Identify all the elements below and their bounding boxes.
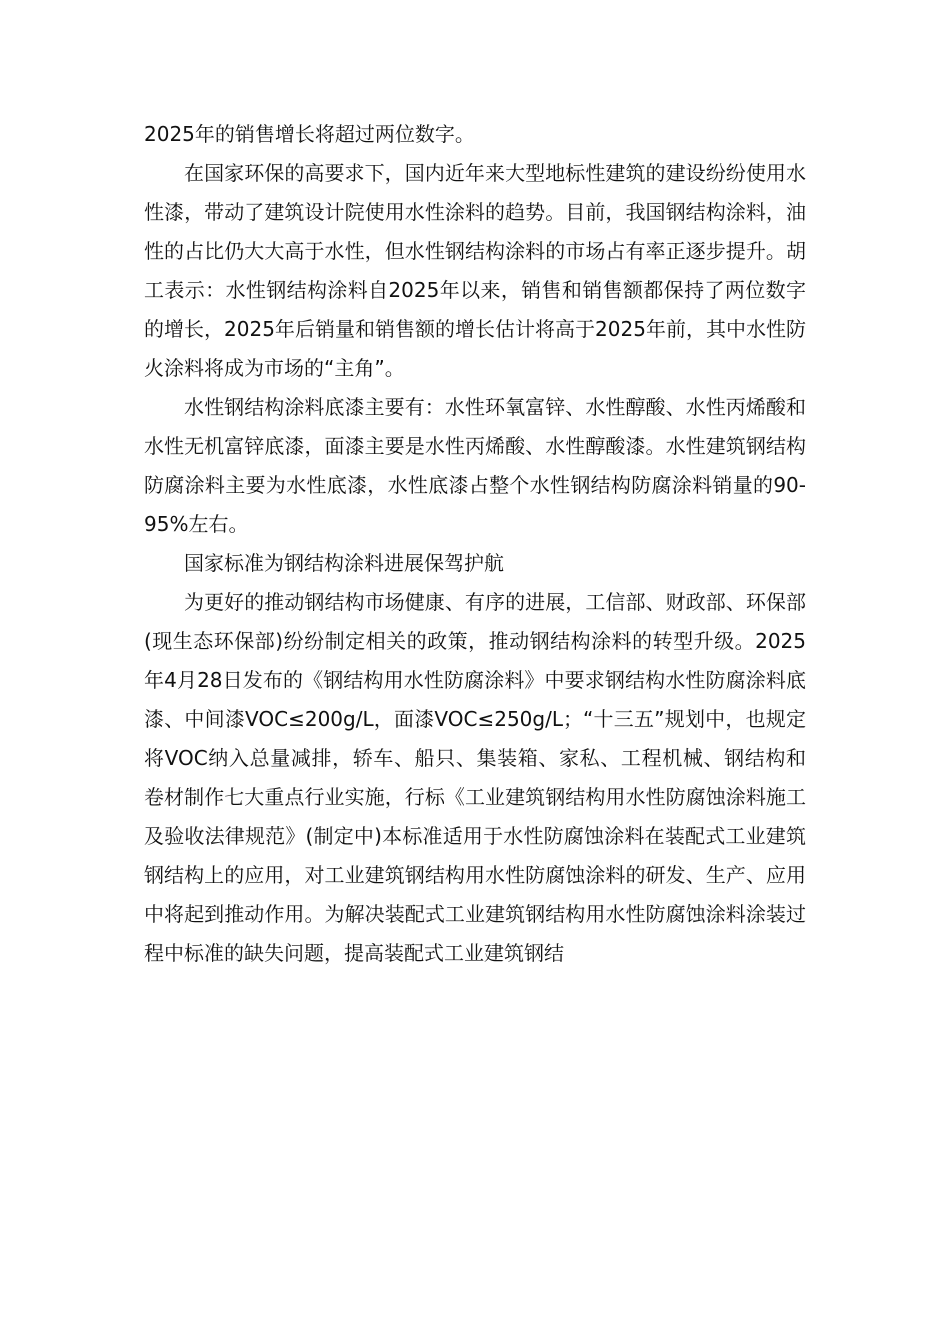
section-heading: 国家标准为钢结构涂料进展保驾护航 [184, 551, 504, 575]
paragraph-3: 水性钢结构涂料底漆主要有：水性环氧富锌、水性醇酸、水性丙烯酸和水性无机富锌底漆，面漆主要是水性丙烯酸、水性醇酸漆。水性建筑钢结构防腐涂料主要为水性底漆，水性底漆占整个水性钢结构防腐涂料销量的90-95%左右。 [144, 395, 806, 536]
paragraph-4: 为更好的推动钢结构市场健康、有序的进展，工信部、财政部、环保部(现生态环保部)纷纷制定相关的政策，推动钢结构涂料的转型升级。2025年4月28日发布的《钢结构用水性防腐涂料》中要求钢结构水性防腐涂料底漆、中间漆VOC≤200g/L，面漆VOC≤250g/L；“十三五”规划中，也规定将VOC纳入总量减排，轿车、船只、集装箱、家私、工程机械、钢结构和卷材制作七大重点行业实施，行标《工业建筑钢结构用水性防腐蚀涂料施工及验收法律规范》(制定中)本标准适用于水性防腐蚀涂料在装配式工业建筑钢结构上的应用，对工业建筑钢结构用水性防腐蚀涂料的研发、生产、应用中将起到推动作用。为解决装配式工业建筑钢结构用水性防腐蚀涂料涂装过程中标准的缺失问题，提高装配式工业建筑钢结 [144, 590, 806, 965]
paragraph-1: 2025年的销售增长将超过两位数字。 [144, 122, 475, 146]
document-body [144, 115, 806, 973]
paragraph-2: 在国家环保的高要求下，国内近年来大型地标性建筑的建设纷纷使用水性漆，带动了建筑设计院使用水性涂料的趋势。目前，我国钢结构涂料，油性的占比仍大大高于水性，但水性钢结构涂料的市场占有率正逐步提升。胡工表示：水性钢结构涂料自2025年以来，销售和销售额都保持了两位数字的增长，2025年后销量和销售额的增长估计将高于2025年前，其中水性防火涂料将成为市场的“主角”。 [144, 161, 806, 380]
